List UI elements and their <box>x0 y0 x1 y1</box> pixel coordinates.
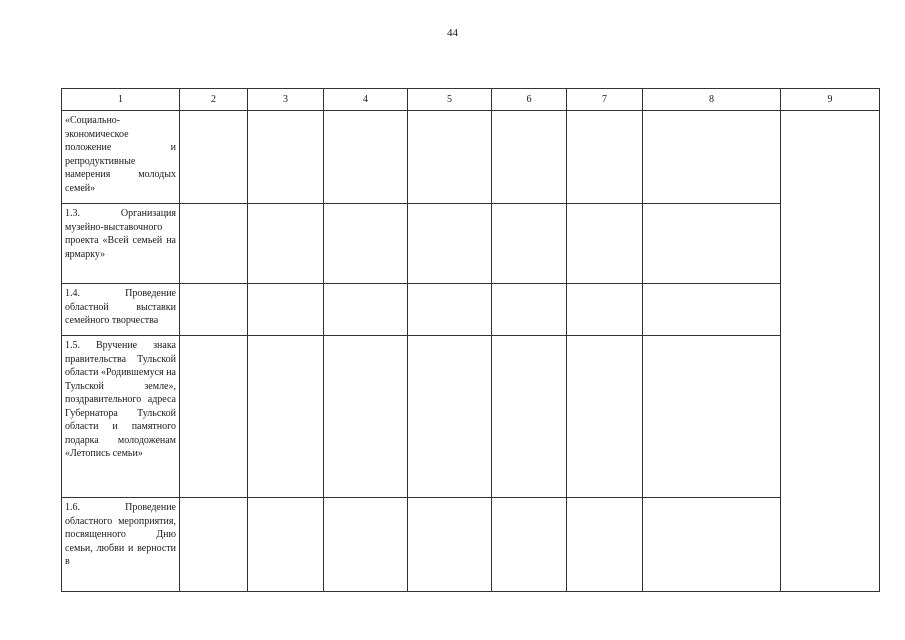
table-cell <box>408 111 492 204</box>
activity-text: 1.6. Проведение областного мероприятия, посвященного Дню семьи, любви и верности в <box>65 502 176 567</box>
table-cell <box>492 284 567 336</box>
table-row <box>62 498 880 592</box>
column-header-2: 2 <box>180 89 248 111</box>
table-cell <box>180 336 248 498</box>
table-cell <box>492 204 567 284</box>
table-cell <box>408 336 492 498</box>
table-cell <box>408 204 492 284</box>
table-cell <box>180 111 248 204</box>
table-cell <box>567 336 643 498</box>
table-cell <box>492 336 567 498</box>
table-cell <box>643 111 781 204</box>
header-row <box>62 89 880 111</box>
table-cell <box>408 284 492 336</box>
table-cell <box>567 284 643 336</box>
table-cell <box>567 498 643 592</box>
column-header-7: 7 <box>567 89 643 111</box>
table-cell <box>180 498 248 592</box>
table-cell <box>643 336 781 498</box>
column-header-9: 9 <box>781 89 880 111</box>
column-header-4: 4 <box>324 89 408 111</box>
table-cell <box>248 284 324 336</box>
table-cell <box>567 204 643 284</box>
activity-cell <box>62 204 180 284</box>
table-row <box>62 111 880 204</box>
table-row <box>62 336 880 498</box>
table-cell <box>492 498 567 592</box>
table-cell <box>492 111 567 204</box>
column-header-1: 1 <box>62 89 180 111</box>
table-cell <box>180 204 248 284</box>
activity-text: 1.3. Организация музейно-выставочного проекта «Всей семьей на ярмарку» <box>65 208 176 260</box>
activity-text: «Социально-экономическое положение и репродуктивные намерения молодых семей» <box>65 115 176 194</box>
table-cell <box>248 498 324 592</box>
table-cell <box>324 111 408 204</box>
merged-column-9-cell <box>781 111 880 592</box>
table-cell <box>180 284 248 336</box>
table-cell <box>324 204 408 284</box>
table-cell <box>643 284 781 336</box>
activity-text: 1.5. Вручение знака правительства Тульской области «Родившемуся на Тульской земле», поздравительного адреса Губернатора Тульской области и памятного подарка молодоженам «Летопись семьи» <box>65 340 176 459</box>
table-row <box>62 284 880 336</box>
column-header-3: 3 <box>248 89 324 111</box>
table-cell <box>643 498 781 592</box>
table-row <box>62 204 880 284</box>
column-header-8: 8 <box>643 89 781 111</box>
table-cell <box>324 284 408 336</box>
column-header-6: 6 <box>492 89 567 111</box>
page-number: 44 <box>447 27 458 39</box>
table-cell <box>324 498 408 592</box>
activity-cell <box>62 498 180 592</box>
activity-cell <box>62 111 180 204</box>
table-cell <box>324 336 408 498</box>
table-cell <box>408 498 492 592</box>
activity-cell <box>62 336 180 498</box>
table-cell <box>248 204 324 284</box>
plan-table <box>61 88 880 592</box>
table-cell <box>248 111 324 204</box>
table-cell <box>567 111 643 204</box>
activity-cell <box>62 284 180 336</box>
activity-text: 1.4. Проведение областной выставки семейного творчества <box>65 288 176 326</box>
table-cell <box>248 336 324 498</box>
table-cell <box>643 204 781 284</box>
column-header-5: 5 <box>408 89 492 111</box>
